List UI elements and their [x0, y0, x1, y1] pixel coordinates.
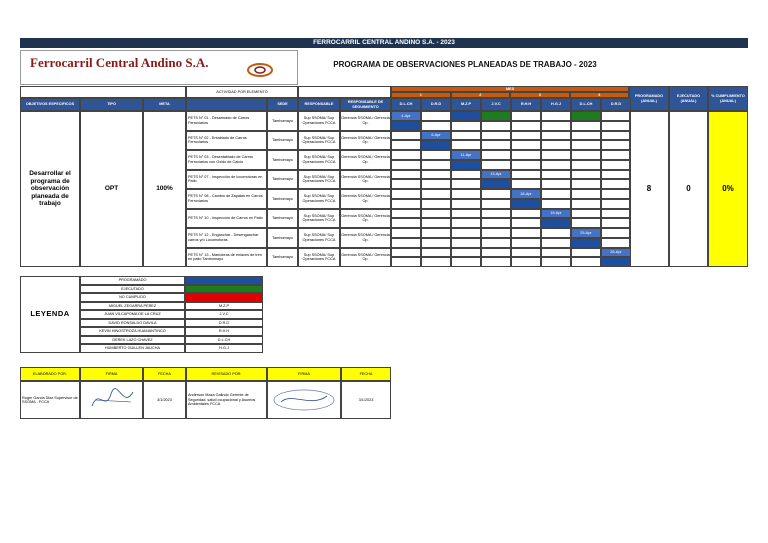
- row-week-cell: [451, 179, 481, 189]
- legend-value: D.R.D: [185, 319, 263, 328]
- row-programmed-mark: [601, 257, 631, 267]
- row-week-cell: [421, 238, 451, 248]
- header-initials-1: D.R.D: [421, 98, 451, 111]
- row-week-cell: [421, 199, 451, 209]
- row-date: 26-Apr: [601, 248, 631, 258]
- row-week-cell: [421, 170, 451, 180]
- row-week-cell: [571, 150, 601, 160]
- header-week-4: 4: [570, 92, 630, 98]
- row-date: 13-Apr: [481, 170, 511, 180]
- header-blank-2: [298, 86, 391, 98]
- row-responsable: Sup SSOMA/ Sup Operaciones FCCA: [298, 248, 340, 268]
- row-week-cell: [511, 238, 541, 248]
- row-seguimiento: Gerencia SSOMA / Gerencia Op.: [340, 131, 391, 151]
- row-week-cell: [511, 228, 541, 238]
- row-week-cell: [571, 160, 601, 170]
- header-initials-2: M.Z.P: [451, 98, 481, 111]
- row-week-cell: [421, 209, 451, 219]
- row-activity: PETS N° 02 - Entablado de Carros Ferroviarios: [186, 131, 267, 151]
- signature-cell-0: Roger Garcia Diaz Supervisor de SSOMA - FCCA: [20, 381, 80, 419]
- row-week-cell: [451, 131, 481, 141]
- row-week-cell: [451, 209, 481, 219]
- signature-cell-5: 3/1/2023: [341, 381, 391, 419]
- row-sede: Tambomayo: [267, 228, 298, 248]
- row-week-cell: [481, 248, 511, 258]
- row-programmed-mark: [421, 140, 451, 150]
- total-programado: 8: [629, 111, 669, 267]
- logo-swoosh-icon: [245, 60, 275, 78]
- row-week-cell: [571, 170, 601, 180]
- legend-label: PROGRAMADO: [80, 276, 185, 285]
- row-week-cell: [601, 140, 631, 150]
- row-week-cell: [421, 150, 451, 160]
- row-week-cell: [451, 228, 481, 238]
- row-activity: PETS N° 07 - Inspección de locomotoras en Patio: [186, 170, 267, 190]
- company-bar: FERROCARRIL CENTRAL ANDINO S.A. - 2023: [20, 38, 748, 48]
- signature-header-1: FIRMA: [80, 367, 143, 381]
- row-seguimiento: Gerencia SSOMA / Gerencia Op.: [340, 150, 391, 170]
- row-activity: PETS N° 08 - Cambio de Zapatas en Carros Ferroviarios: [186, 189, 267, 209]
- row-week-cell: [481, 140, 511, 150]
- legend-value: [185, 276, 263, 285]
- row-week-cell: [451, 238, 481, 248]
- row-week-cell: [601, 160, 631, 170]
- total-cumplimiento: 0%: [708, 111, 748, 267]
- row-sede: Tambomayo: [267, 150, 298, 170]
- header-week-1: 1: [391, 92, 451, 98]
- row-responsable: Sup SSOMA/ Sup Operaciones FCCA: [298, 228, 340, 248]
- row-week-cell: [451, 218, 481, 228]
- header-initials-7: D.R.D: [601, 98, 631, 111]
- row-week-cell: [511, 150, 541, 160]
- row-week-cell: [421, 218, 451, 228]
- row-week-cell: [481, 218, 511, 228]
- objective-text: Desarrollar el programa de observación planeada de trabajo: [20, 111, 80, 267]
- header-actividad-blank: [186, 98, 267, 111]
- header-tipo: TIPO: [80, 98, 143, 111]
- row-week-cell: [511, 160, 541, 170]
- row-date: 6-Apr: [421, 131, 451, 141]
- row-week-cell: [391, 131, 421, 141]
- row-week-cell: [451, 189, 481, 199]
- row-week-cell: [541, 248, 571, 258]
- header-initials-4: R.H.H: [511, 98, 541, 111]
- row-week-cell: [601, 131, 631, 141]
- row-week-cell: [541, 199, 571, 209]
- row-week-cell: [481, 228, 511, 238]
- header-meta: META: [143, 98, 186, 111]
- legend-value: J.V.C: [185, 310, 263, 319]
- row-activity: PETS N° 01 - Desarmado de Carros Ferroviarios: [186, 111, 267, 131]
- header-initials-0: D.L.CH: [391, 98, 421, 111]
- signature-cell-4: [267, 381, 341, 419]
- header-actividad: ACTIVIDAD POR ELEMENTO: [186, 86, 298, 98]
- signature-scribble-icon: [87, 386, 137, 414]
- stamp-icon: [271, 386, 337, 414]
- row-sede: Tambomayo: [267, 131, 298, 151]
- row-week-cell: [421, 160, 451, 170]
- row-programmed-mark: [541, 218, 571, 228]
- row-week-cell: [511, 131, 541, 141]
- row-executed-mark: [481, 111, 511, 121]
- row-week-cell: [601, 179, 631, 189]
- header-week-2: 2: [451, 92, 511, 98]
- header-responsable: RESPONSABLE: [298, 98, 340, 111]
- row-week-cell: [451, 257, 481, 267]
- row-week-cell: [421, 257, 451, 267]
- row-date: 11-Apr: [451, 150, 481, 160]
- row-week-cell: [391, 248, 421, 258]
- legend-value: H.G.J: [185, 344, 263, 353]
- row-week-cell: [421, 189, 451, 199]
- row-responsable: Sup SSOMA/ Sup Operaciones FCCA: [298, 111, 340, 131]
- row-activity: PETS N° 03 - Desentablado de Carros Ferroviarios con Oxido de Calcio: [186, 150, 267, 170]
- row-week-cell: [541, 238, 571, 248]
- row-week-cell: [601, 238, 631, 248]
- row-week-cell: [511, 170, 541, 180]
- row-week-cell: [571, 257, 601, 267]
- row-week-cell: [601, 150, 631, 160]
- legend-label: EJECUTADO: [80, 285, 185, 294]
- row-week-cell: [421, 228, 451, 238]
- document-title: PROGRAMA DE OBSERVACIONES PLANEADAS DE TRABAJO - 2023: [333, 60, 597, 69]
- row-week-cell: [541, 140, 571, 150]
- row-programmed-mark: [511, 199, 541, 209]
- signature-cell-2: 3/1/2023: [143, 381, 186, 419]
- signature-header-4: FIRMA: [267, 367, 341, 381]
- company-logo: Ferrocarril Central Andino S.A.: [30, 55, 209, 70]
- row-week-cell: [391, 140, 421, 150]
- row-responsable: Sup SSOMA/ Sup Operaciones FCCA: [298, 170, 340, 190]
- row-programmed-mark: [571, 238, 601, 248]
- row-week-cell: [451, 170, 481, 180]
- row-responsable: Sup SSOMA/ Sup Operaciones FCCA: [298, 209, 340, 229]
- row-week-cell: [391, 218, 421, 228]
- legend-label: NO CUMPLIDO: [80, 293, 185, 302]
- row-seguimiento: Gerencia SSOMA / Gerencia Op.: [340, 228, 391, 248]
- row-week-cell: [541, 160, 571, 170]
- row-week-cell: [481, 189, 511, 199]
- row-week-cell: [391, 189, 421, 199]
- legend-value: D.L.CH: [185, 336, 263, 345]
- row-week-cell: [541, 131, 571, 141]
- header-initials-3: J.V.C: [481, 98, 511, 111]
- row-week-cell: [451, 199, 481, 209]
- header-week-3: 3: [510, 92, 570, 98]
- legend-value: [185, 293, 263, 302]
- row-week-cell: [481, 209, 511, 219]
- row-week-cell: [601, 189, 631, 199]
- row-week-cell: [511, 218, 541, 228]
- row-week-cell: [541, 170, 571, 180]
- signature-header-5: FECHA: [341, 367, 391, 381]
- row-week-cell: [481, 121, 511, 131]
- legend-label: HUMBERTO GUILLEN JAUCHA: [80, 344, 185, 353]
- row-week-cell: [391, 209, 421, 219]
- row-week-cell: [391, 238, 421, 248]
- row-week-cell: [391, 257, 421, 267]
- row-week-cell: [571, 179, 601, 189]
- row-week-cell: [601, 209, 631, 219]
- row-week-cell: [451, 121, 481, 131]
- row-date: 4-Apr: [391, 111, 421, 121]
- legend-value: R.H.H: [185, 327, 263, 336]
- row-week-cell: [571, 248, 601, 258]
- objective-tipo: OPT: [80, 111, 143, 267]
- row-week-cell: [541, 257, 571, 267]
- signature-cell-3: Anderson Maza Galindo Gerente de Seguridad, salud ocupacional y Asuntos Ambientales FCCA: [186, 381, 267, 419]
- signature-cell-1: [80, 381, 143, 419]
- row-week-cell: [601, 199, 631, 209]
- row-week-cell: [601, 121, 631, 131]
- row-responsable: Sup SSOMA/ Sup Operaciones FCCA: [298, 189, 340, 209]
- row-week-cell: [541, 179, 571, 189]
- row-week-cell: [421, 121, 451, 131]
- row-sede: Tambomayo: [267, 111, 298, 131]
- row-week-cell: [511, 248, 541, 258]
- row-week-cell: [541, 228, 571, 238]
- row-week-cell: [421, 248, 451, 258]
- row-week-cell: [571, 209, 601, 219]
- row-activity: PETS N° 12 - Enganchar - Desenganchar carros y/o Locomotoras: [186, 228, 267, 248]
- row-week-cell: [391, 179, 421, 189]
- row-week-cell: [601, 228, 631, 238]
- row-activity: PETS N° 10 - Inspeccion de Carros en Patio: [186, 209, 267, 229]
- row-seguimiento: Gerencia SSOMA / Gerencia Op.: [340, 189, 391, 209]
- row-week-cell: [481, 150, 511, 160]
- legend-title: LEYENDA: [20, 276, 80, 353]
- row-week-cell: [421, 179, 451, 189]
- row-sede: Tambomayo: [267, 248, 298, 268]
- row-week-cell: [571, 131, 601, 141]
- row-seguimiento: Gerencia SSOMA / Gerencia Op.: [340, 248, 391, 268]
- legend-label: KEVIN HINOSTROZA HUAMANTINCO: [80, 327, 185, 336]
- row-week-cell: [511, 140, 541, 150]
- header-sede: SEDE: [267, 98, 298, 111]
- row-week-cell: [481, 257, 511, 267]
- row-week-cell: [391, 150, 421, 160]
- legend-value: M.Z.P: [185, 302, 263, 311]
- header-ejecutado: EJECUTADO (ANUAL): [669, 86, 708, 111]
- row-week-cell: [391, 160, 421, 170]
- header-initials-5: H.G.J: [541, 98, 571, 111]
- row-week-cell: [571, 189, 601, 199]
- legend-label: DEREK LAZO CHAVEZ: [80, 336, 185, 345]
- row-week-cell: [541, 189, 571, 199]
- row-date: 25-Apr: [571, 228, 601, 238]
- row-responsable: Sup SSOMA/ Sup Operaciones FCCA: [298, 150, 340, 170]
- row-week-cell: [601, 218, 631, 228]
- row-week-cell: [451, 248, 481, 258]
- row-week-cell: [421, 111, 451, 121]
- row-programmed-mark: [481, 179, 511, 189]
- row-executed-mark: [571, 111, 601, 121]
- legend-label: DAVID RONSALDO DAVILA: [80, 319, 185, 328]
- row-week-cell: [481, 238, 511, 248]
- row-week-cell: [571, 199, 601, 209]
- header-initials-6: D.L.CH: [571, 98, 601, 111]
- total-ejecutado: 0: [669, 111, 708, 267]
- row-week-cell: [511, 257, 541, 267]
- signature-header-2: FECHA: [143, 367, 186, 381]
- header-mes: MES: [391, 86, 629, 92]
- row-week-cell: [391, 228, 421, 238]
- row-seguimiento: Gerencia SSOMA / Gerencia Op.: [340, 111, 391, 131]
- header-blank: [20, 86, 186, 98]
- row-week-cell: [391, 170, 421, 180]
- row-week-cell: [481, 160, 511, 170]
- legend-label: MIGUEL ZEGARRA PEREZ: [80, 302, 185, 311]
- row-week-cell: [541, 111, 571, 121]
- row-week-cell: [481, 131, 511, 141]
- row-week-cell: [571, 121, 601, 131]
- objective-meta: 100%: [143, 111, 186, 267]
- row-week-cell: [511, 111, 541, 121]
- row-programmed-mark: [391, 121, 421, 131]
- header-programado: PROGRAMADO (ANUAL): [629, 86, 669, 111]
- header-seguimiento: RESPONSABLE DE SEGUIMIENTO: [340, 98, 391, 111]
- row-responsable: Sup SSOMA/ Sup Operaciones FCCA: [298, 131, 340, 151]
- row-week-cell: [391, 199, 421, 209]
- legend-label: JUAN VILCAPOMA DE LA CRUZ: [80, 310, 185, 319]
- row-seguimiento: Gerencia SSOMA / Gerencia Op.: [340, 209, 391, 229]
- row-seguimiento: Gerencia SSOMA / Gerencia Op.: [340, 170, 391, 190]
- row-week-cell: [481, 199, 511, 209]
- row-week-cell: [571, 140, 601, 150]
- row-week-cell: [511, 209, 541, 219]
- row-week-cell: [541, 121, 571, 131]
- legend-value: [185, 285, 263, 294]
- header-cumplimiento: % CUMPLIMIENTO (ANUAL): [708, 86, 748, 111]
- row-week-cell: [571, 218, 601, 228]
- row-programmed-mark: [451, 160, 481, 170]
- row-week-cell: [601, 170, 631, 180]
- row-programmed-mark: [451, 111, 481, 121]
- row-date: 18-Apr: [511, 189, 541, 199]
- row-week-cell: [541, 150, 571, 160]
- row-sede: Tambomayo: [267, 189, 298, 209]
- signature-header-0: ELABORADO POR:: [20, 367, 80, 381]
- row-week-cell: [511, 121, 541, 131]
- row-week-cell: [451, 140, 481, 150]
- row-week-cell: [601, 111, 631, 121]
- row-sede: Tambomayo: [267, 170, 298, 190]
- row-week-cell: [511, 179, 541, 189]
- row-activity: PETS N° 13 - Maniobras de enlaces de tren en patio Tambomayo: [186, 248, 267, 268]
- signature-header-3: REVISADO POR:: [186, 367, 267, 381]
- row-date: 19-Apr: [541, 209, 571, 219]
- header-objetivo: OBJETIVOS ESPECIFICOS: [20, 98, 80, 111]
- row-sede: Tambomayo: [267, 209, 298, 229]
